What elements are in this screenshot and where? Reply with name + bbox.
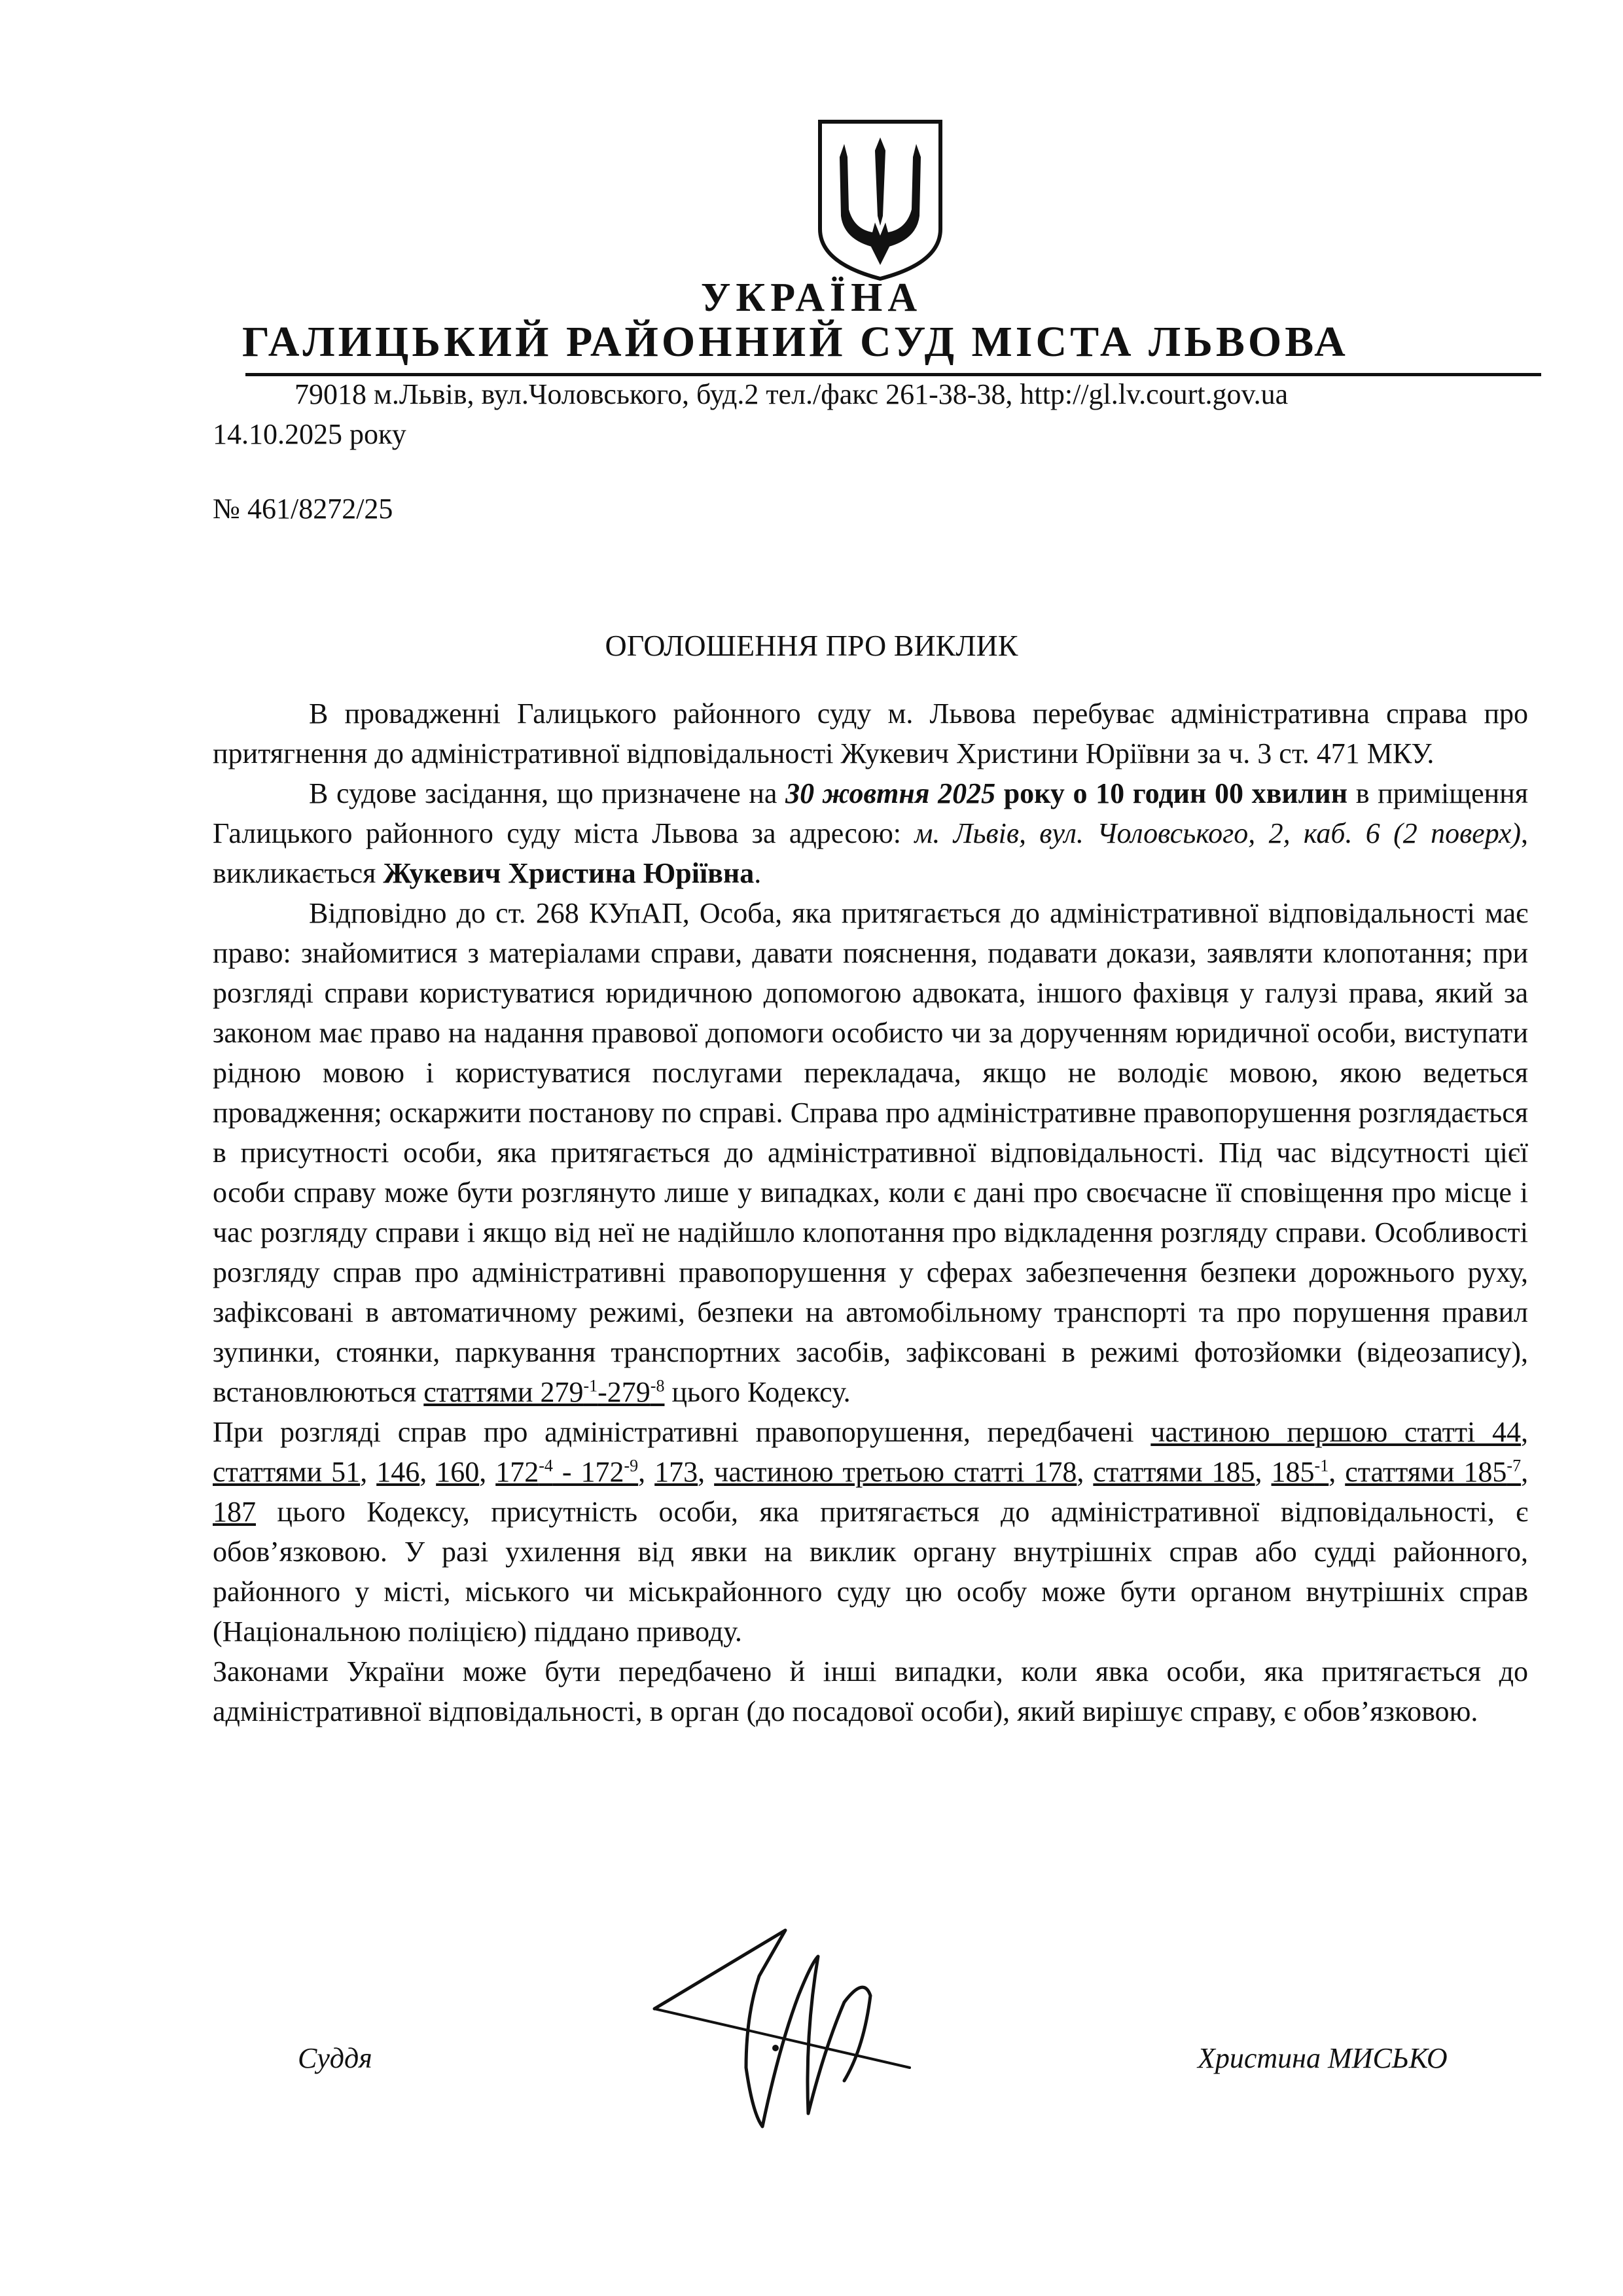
trident-coat-of-arms-icon [815,118,946,281]
paragraph-proceedings: В провадженні Галицького районного суду м. Львова перебуває адміністративна справа про притягнення до адміністративної відповідальності Жукевич Христини Юріївни за ч. 3 ст. 471 МКУ. [213,698,1528,769]
law-link[interactable]: 187 [213,1496,256,1528]
summoned-person: Жукевич Христина Юріївна [383,857,755,889]
hearing-date: 30 жовтня 2025 [785,777,996,809]
handwritten-signature [648,1917,923,2133]
attendance-text: цього Кодексу, присутність особи, яка притягається до адміністративної відповідальності, є обов’язковою. У разі ухилення від явки на виклик органу внутрішніх справ або судді районного, районного у місті, міського чи міськрайонного суду цю особу може бути органом внутрішніх справ (Національною поліцією) піддано приводу. [213,1496,1528,1648]
judge-name: Христина МИСЬКО [1198,2042,1448,2074]
separator: , [479,1456,496,1488]
country-title: УКРАЇНА [700,275,923,320]
superscript: -4 [539,1456,553,1475]
superscript: -1 [1314,1456,1329,1475]
document-date: 14.10.2025 року [213,418,406,450]
law-link[interactable]: 173 [654,1456,698,1488]
law-link[interactable] [495,1456,638,1488]
superscript: -9 [624,1456,639,1475]
header-divider [245,373,1541,376]
paragraph-other-cases: Законами України може бути передбачено й інші випадки, коли явка особи, яка притягається до адміністративної відповідальності, в орган (до посадової особи), який вирішує справу, є обов’язковою. [213,1655,1528,1727]
superscript: -1 [583,1376,598,1396]
separator: , [419,1456,437,1488]
rights-text: Відповідно до ст. 268 КУпАП, Особа, яка притягається до адміністративної відповідальності має право: знайомитися з матеріалами справи, давати пояснення, подавати докази, заявляти клопотання; при розгляді справи користуватися юридичною допомогою адвоката, іншого фахівця у галузі права, який за законом має право на надання правової допомоги особисто чи за дорученням юридичної особи, виступати рідною мовою і користуватися послугами перекладача, якщо не володіє мовою, якою ведеться провадження; оскаржити постанову по справі. Справа про адміністративне правопорушення розглядається в присутності особи, яка притягається до адміністративної відповідальності. Під час відсутності цієї особи справу може бути розглянуто лише у випадках, коли є дані про своєчасне її сповіщення про місце і час розгляду справи і якщо від неї не надійшло клопотання про відкладення розгляду справи. Особливості розгляду справ про адміністративні правопорушення у сферах забезпечення безпеки дорожнього руху, зафіксовані в автоматичному режимі, безпеки на автомобільному транспорті та про порушення правил зупинки, стоянки, паркування транспортних засобів, зафіксовані в режимі фотозйомки (відеозапису), встановлюються [213,897,1528,1408]
hearing-text: В судове засідання, що призначене на [309,777,786,809]
paragraph-attendance [213,1412,1528,1651]
court-address: 79018 м.Львів, вул.Чоловського, буд.2 тел./факс 261-38-38, http://gl.lv.court.gov.ua [294,378,1289,410]
separator: , [360,1456,377,1488]
separator: , [1077,1456,1094,1488]
law-link[interactable]: 146 [376,1456,420,1488]
notice-body [213,694,1528,1731]
law-link[interactable]: статтями 51 [213,1456,361,1488]
separator: , [1521,1456,1529,1488]
superscript: -7 [1507,1456,1522,1475]
separator: , [1329,1456,1346,1488]
law-link-text: 185 [1271,1456,1315,1488]
judge-label: Суддя [298,2042,372,2074]
hearing-text: в приміщення Галицького районного суду міста Львова за адресою: [213,777,1528,849]
law-link[interactable]: 160 [436,1456,480,1488]
law-link-text: - 172 [552,1456,624,1488]
law-link-text: -279 [597,1376,651,1408]
superscript: -8 [650,1376,665,1396]
hearing-text: . [754,857,762,889]
law-link[interactable]: статтями 185 [1093,1456,1255,1488]
law-link[interactable] [1272,1456,1329,1488]
case-number: № 461/8272/25 [213,493,393,525]
hearing-address: м. Львів, вул. Чоловського, 2, каб. 6 (2 поверх) [914,817,1521,849]
separator: , [698,1456,715,1488]
paragraph-rights [213,893,1528,1412]
separator: , [1521,1416,1528,1448]
law-link-279[interactable] [423,1376,664,1408]
law-link-text: 172 [495,1456,539,1488]
attendance-text: При розгляді справ про адміністративні правопорушення, передбачені [213,1416,1151,1448]
law-link-text: статтями 185 [1345,1456,1507,1488]
law-link[interactable]: частиною третьою статті 178 [714,1456,1077,1488]
rights-text: цього Кодексу. [664,1376,851,1408]
separator: , [638,1456,655,1488]
law-link-text: статтями 279 [423,1376,584,1408]
law-link[interactable]: частиною першою статті 44 [1150,1416,1521,1448]
paragraph-hearing [213,773,1528,893]
court-name: ГАЛИЦЬКИЙ РАЙОННИЙ СУД МІСТА ЛЬВОВА [242,318,1349,366]
separator: , [1255,1456,1272,1488]
hearing-time: року о 10 годин 00 хвилин [995,777,1348,809]
notice-title: ОГОЛОШЕННЯ ПРО ВИКЛИК [605,629,1018,662]
hearing-text: , викликається [213,817,1528,889]
law-link[interactable] [1345,1456,1521,1488]
